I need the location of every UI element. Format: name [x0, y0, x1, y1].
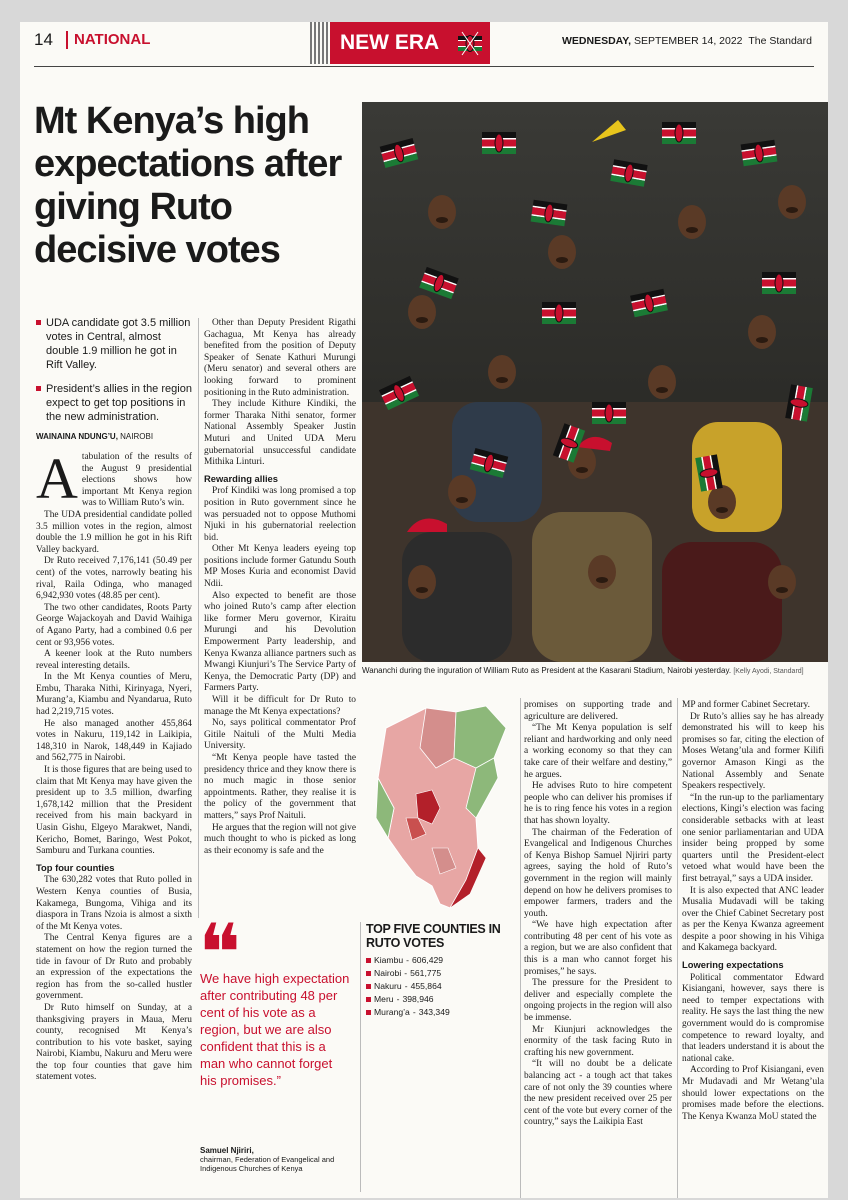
- paragraph: The chairman of the Federation of Evangelical and Indigenous Churches of Kenya Bishop Samuel Njiriri party agrees, saying the hold of Ruto’s government in the region will mainly depend on how he delivers promises to empower farmers, traders and the youth.: [524, 827, 672, 919]
- dateline: [562, 35, 812, 47]
- article-column-3: [524, 700, 672, 1198]
- paragraph: Mr Kiunjuri acknowledges the enormity of the task facing Ruto in crafting his new government.: [524, 1024, 672, 1058]
- bullet-square-icon: [366, 1010, 371, 1015]
- lead-paragraph: [36, 446, 192, 511]
- paragraph: Will it be difficult for Dr Ruto to manage the Mt Kenya expectations?: [204, 695, 356, 717]
- article-column-2: [204, 318, 356, 856]
- paragraph: Other than Deputy President Rigathi Gachagua, Mt Kenya has already benefited from the position of Deputy Speaker of Senate Kathuri Murungi (Meru senator) and several others are looking forward to prominent positioning in the Ruto administration.: [204, 318, 356, 398]
- bullet-square-icon: [366, 984, 371, 989]
- paragraph: He argues that the region will not give much thought to who is picked as long as their economy is safe and the: [204, 822, 356, 856]
- county-votes: 606,429: [412, 955, 444, 965]
- county-votes: 561,775: [410, 968, 442, 978]
- byline-place: NAIROBI: [120, 432, 154, 441]
- lead-text: tabulation of the results of the August 9 presidential elections shows how important Mt Kenya region was to William Ruto’s win.: [81, 452, 192, 509]
- subhead: Top four counties: [36, 861, 115, 873]
- crowd-illustration: [362, 102, 828, 662]
- kenya-flag-icon: [456, 28, 484, 58]
- kenya-county-map: [366, 698, 516, 916]
- county-name: Nakuru: [374, 981, 402, 991]
- county-name: Murang’a: [374, 1007, 410, 1017]
- county-name: Kiambu: [374, 955, 404, 965]
- top-counties-title: TOP FIVE COUNTIES IN RUTO VOTES: [366, 922, 501, 950]
- county-votes: 455,864: [410, 981, 442, 991]
- paragraph: MP and former Cabinet Secretary.: [682, 700, 810, 710]
- paragraph: He advises Ruto to hire competent people who can deliver his promises if he is to ring fence his votes in a region that has shown loyalty.: [524, 781, 672, 826]
- county-item: Nairobi - 561,775: [366, 967, 516, 980]
- county-item: Murang’a - 343,349: [366, 1006, 516, 1019]
- paragraph: “In the run-up to the parliamentary elections, Kingi’s election was facing considerable setbacks with at least one senior parliamentarian and UDA insider being propped by some quarters until the President-elect vetoed what would have been the first betrayal,” says a UDA insider.: [682, 792, 824, 884]
- bullet-square-icon: [366, 958, 371, 963]
- paragraph: He also managed another 455,864 votes in Nakuru, 119,142 in Laikipia, 148,310 in Narok, 148,449 in Kajiado and 562,775 in Nairobi.: [36, 718, 192, 764]
- crowd-photo: [362, 102, 828, 662]
- paragraph: Dr Ruto himself on Sunday, at a thanksgiving prayers in Maua, Meru county, recognised Mt Kenya’s contribution to his vote basket, saying Nairobi, Kiambu, Nakuru and Meru were the top four counties that gave him statement votes.: [36, 1002, 192, 1083]
- masthead-rule: [34, 66, 814, 67]
- paragraph: Also expected to benefit are those who joined Ruto’s camp after election like former Meru governor, Kiraitu Murungi and his Devolution Empowerment Party leadership, and Kenya Kwanza alliance partners such as Mwangi Kiunjuri’s The Service Party of Kenya, the Democratic Party (DP) and Farmers Party.: [204, 590, 356, 694]
- paragraph: “We have high expectation after contributing 48 per cent of his vote as a region, but we are also confident that this is a man who cannot forget his promises,” he says.: [524, 920, 672, 977]
- county-item: Nakuru - 455,864: [366, 980, 516, 993]
- top-counties-list: [366, 954, 516, 1019]
- byline: [36, 432, 153, 441]
- paragraph: The UDA presidential candidate polled 3.5 million votes in the region, almost double the 1.9 million he got in his Rift Valley backyard.: [36, 509, 192, 555]
- paragraph: Dr Ruto’s allies say he has already demonstrated his will to keep his promises so far, citing the election of Moses Wetang’ula and former Kilifi governor Amason Kingi as the National Assembly and Senate Speakers respectively.: [682, 711, 824, 792]
- summary-bullets: [36, 316, 196, 434]
- paragraph: It is also expected that ANC leader Musalia Mudavadi will be taking over the Chief Cabinet Secretary post as per the Kenya Kwanza agreement despite a poor showing in his Vihiga and Kakamega backyard.: [682, 885, 824, 954]
- subhead: Lowering expectations: [682, 959, 784, 971]
- paragraph: “Mt Kenya people have tasted the presidency thrice and they know there is no much magic in those senior appointments. Rather, they realise it is the policy of the government that matters,” says Prof Naituli.: [204, 752, 356, 821]
- article-column-1: [36, 446, 192, 1198]
- county-item: Meru - 398,946: [366, 993, 516, 1006]
- headline: Mt Kenya’s high expectations after giving Ruto decisive votes: [34, 100, 342, 271]
- pull-quote: We have high expectation after contributing 48 per cent of his vote as a region, but we are also confident that this is a man who cannot forget his promises.”: [200, 971, 350, 1088]
- article-column-4: [682, 700, 824, 1198]
- bullet-square-icon: [366, 971, 371, 976]
- quote-author-name: Samuel Njiriri,: [200, 1146, 254, 1155]
- section-label: NATIONAL: [66, 31, 150, 49]
- photo-caption: [362, 666, 828, 675]
- column-divider: [520, 698, 521, 1198]
- county-votes: 398,946: [402, 994, 434, 1004]
- county-votes: 343,349: [418, 1007, 450, 1017]
- paragraph: In the Mt Kenya counties of Meru, Embu, Tharaka Nithi, Kirinyaga, Nyeri, Murang’a, Kiambu and Nyandarua, Ruto had 2,219,715 votes.: [36, 672, 192, 718]
- paragraph: The 630,282 votes that Ruto polled in Western Kenya counties of Busia, Kakamega, Bungoma, Vihiga and its diaspora in Trans Nzoia is almost a sixth of the Mt Kenya votes.: [36, 875, 192, 932]
- summary-bullet: President’s allies in the region expect to get top positions in the new administration.: [36, 382, 196, 424]
- paragraph: A keener look at the Ruto numbers reveal interesting details.: [36, 649, 192, 671]
- column-divider: [360, 922, 361, 1192]
- summary-bullet: UDA candidate got 3.5 million votes in Central, almost double 1.9 million he got in Rift Valley.: [36, 316, 196, 372]
- county-name: Nairobi: [374, 968, 402, 978]
- dateline-day: WEDNESDAY,: [561, 35, 632, 47]
- paragraph: The two other candidates, Roots Party George Wajackoyah and David Waihiga of Agano Party, had a combined 0.6 per cent or 93,956 votes.: [36, 602, 192, 648]
- quote-attribution: [200, 1146, 350, 1173]
- newspaper-page: [20, 22, 828, 1198]
- paper-name: The Standard: [748, 35, 812, 47]
- photo-credit: [Kelly Ayodi, Standard]: [733, 668, 804, 675]
- bullet-square-icon: [366, 997, 371, 1002]
- banner-text: NEW ERA: [340, 31, 440, 54]
- column-divider: [198, 318, 199, 918]
- dateline-date: SEPTEMBER 14, 2022: [633, 35, 743, 47]
- paragraph: “It will no doubt be a delicate balancing act - a tough act that takes care of not only the 39 counties where the new president received over 25 per cent of the vote but every corner of the country,” says the Laikipia East: [524, 1059, 672, 1128]
- county-name: Meru: [374, 994, 394, 1004]
- paragraph: Prof Kindiki was long promised a top position in Ruto government since he was persuaded not to oppose Muthomi Njuki in his gubernatorial reelection bid.: [204, 486, 356, 543]
- paragraph: The Central Kenya figures are a statement on how the region turned the tide in favour of Dr Ruto and probably an expression of the expectations the region has from the so-called hustler government.: [36, 933, 192, 1002]
- subhead: Rewarding allies: [204, 472, 278, 484]
- paragraph: They include Kithure Kindiki, the former Tharaka Nithi senator, former National Assembly Speaker Justin Muturi and United UDA Meru gubernatorial unsuccessful candidate Mithika Linturi.: [204, 399, 356, 468]
- paragraph: “The Mt Kenya population is self reliant and hardworking and only need a working economy so that they can take care of their welfare and destiny,” he argues.: [524, 723, 672, 780]
- column-divider: [677, 698, 678, 1198]
- quote-mark-icon: ❝: [198, 911, 242, 999]
- paragraph: Other Mt Kenya leaders eyeing top positions include former Gatundu South MP Moses Kuria and economist David Ndii.: [204, 544, 356, 590]
- paragraph: promises on supporting trade and agriculture are delivered.: [524, 700, 672, 722]
- paragraph: It is those figures that are being used to claim that Mt Kenya may have given the president up to 3.5 million, dwarfing 1,678,142 million that the President received from his main backyard in Uasin Gishu, Elgeyo Marakwet, Nandi, Kericho, Bomet, Baringo, West Pokot, Samburu and Turkana counties.: [36, 765, 192, 857]
- paragraph: The pressure for the President to deliver and especially complete the ongoing projects in the region will also be immense.: [524, 978, 672, 1024]
- paragraph: Political commentator Edward Kisiangani, however, says there is need to temper expectations with reality. He says the last thing the new government would do is compromise competence to reward loyalty, and that leaders understand it is about the national cake.: [682, 972, 824, 1064]
- caption-text: Wananchi during the inguration of William Ruto as President at the Kasarani Stadium, Nairobi yesterday.: [362, 666, 732, 675]
- paragraph: According to Prof Kisiangani, even Mr Mudavadi and Mr Wetang’ula should lower expectations on the promises made before the elections. The Kenya Kwanza MoU stated the: [682, 1065, 824, 1122]
- quote-author-role: chairman, Federation of Evangelical and Indigenous Churches of Kenya: [200, 1155, 335, 1173]
- drop-cap: A: [36, 446, 78, 511]
- county-item: Kiambu - 606,429: [366, 954, 516, 967]
- byline-name: WAINAINA NDUNG’U,: [36, 432, 118, 441]
- banner-stripes: [310, 22, 330, 64]
- paragraph: No, says political commentator Prof Gitile Naituli of the Multi Media University.: [204, 718, 356, 752]
- paragraph: Dr Ruto received 7,176,141 (50.49 per cent) of the votes, narrowly beating his rival, Raila Odinga, who managed 6,942,930 votes (48.85 per cent).: [36, 556, 192, 602]
- top-counties-box: [366, 922, 516, 1019]
- page-number: 14: [34, 30, 53, 49]
